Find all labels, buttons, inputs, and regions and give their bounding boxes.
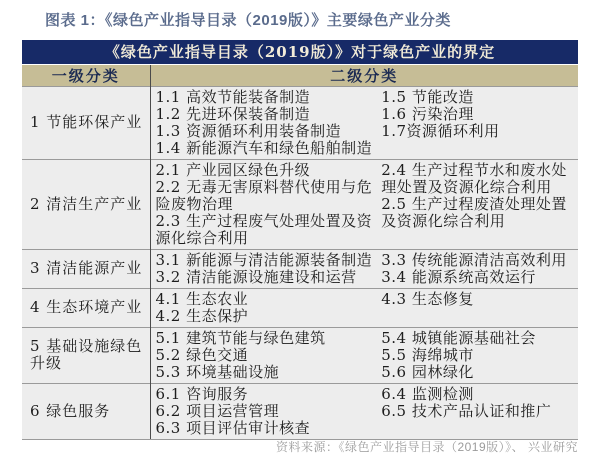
level2-subcolumns bbox=[151, 89, 579, 157]
level2-item: 6.5 技术产品认证和推广 bbox=[381, 401, 552, 420]
level1-category: 1 节能环保产业 bbox=[22, 86, 150, 159]
level2-subcolumn-left bbox=[151, 386, 380, 437]
level2-subcolumns bbox=[151, 252, 579, 286]
level1-category: 6 绿色服务 bbox=[22, 383, 150, 439]
table-row bbox=[22, 249, 578, 288]
level2-item: 5.3 环境基础设施 bbox=[155, 362, 280, 381]
level2-items-cell bbox=[150, 86, 578, 159]
level2-subcolumn-right bbox=[379, 386, 578, 437]
level1-category: 5 基础设施绿色升级 bbox=[22, 327, 150, 383]
figure-title: 图表 1：《绿色产业指导目录（2019版）》主要绿色产业分类 bbox=[45, 12, 451, 29]
level2-item: 3.3 传统能源清洁高效利用 bbox=[381, 250, 567, 269]
level2-item: 6.1 咨询服务 bbox=[155, 384, 249, 403]
level2-subcolumns bbox=[151, 330, 579, 381]
level2-items-cell bbox=[150, 288, 578, 327]
level2-subcolumn-left bbox=[151, 89, 380, 157]
level2-item: 2.4 生产过程节水和废水处理处置及资源化综合利用 bbox=[381, 160, 567, 196]
level2-subcolumn-left bbox=[151, 291, 380, 325]
level2-item: 1.5 节能改造 bbox=[381, 87, 474, 106]
level1-category: 3 清洁能源产业 bbox=[22, 249, 150, 288]
level2-item: 5.4 城镇能源基础社会 bbox=[381, 328, 536, 347]
table-row bbox=[22, 159, 578, 249]
level2-item: 1.2 先进环保装备制造 bbox=[155, 104, 311, 123]
level2-item: 2.1 产业园区绿色升级 bbox=[155, 160, 311, 179]
level2-item: 5.2 绿色交通 bbox=[155, 345, 249, 364]
level2-subcolumns bbox=[151, 386, 579, 437]
level2-item: 6.3 项目评估审计核查 bbox=[155, 418, 311, 437]
level2-item: 5.5 海绵城市 bbox=[381, 345, 474, 364]
level2-item: 1.3 资源循环利用装备制造 bbox=[155, 121, 342, 140]
level2-item: 5.1 建筑节能与绿色建筑 bbox=[155, 328, 326, 347]
table-title: 《绿色产业指导目录（2019版）》对于绿色产业的界定 bbox=[22, 40, 578, 64]
level2-item: 1.7资源循环利用 bbox=[381, 121, 500, 140]
level2-subcolumn-right bbox=[379, 162, 578, 247]
table-body bbox=[22, 86, 578, 439]
level2-items-cell bbox=[150, 249, 578, 288]
level2-subcolumns bbox=[151, 162, 579, 247]
level2-item: 3.2 清洁能源设施建设和运营 bbox=[155, 267, 357, 286]
level2-item: 1.6 污染治理 bbox=[381, 104, 474, 123]
level2-item: 3.4 能源系统高效运行 bbox=[381, 267, 536, 286]
level2-item: 2.3 生产过程废气处理处置及资源化综合利用 bbox=[155, 211, 373, 247]
level2-subcolumn-left bbox=[151, 162, 380, 247]
level2-subcolumn-right bbox=[379, 89, 578, 157]
level2-item: 6.2 项目运营管理 bbox=[155, 401, 280, 420]
level2-item: 5.6 园林绿化 bbox=[381, 362, 474, 381]
level2-items-cell bbox=[150, 383, 578, 439]
level2-item: 6.4 监测检测 bbox=[381, 384, 474, 403]
level2-item: 2.5 生产过程废渣处理处置及资源化综合利用 bbox=[381, 194, 567, 230]
level2-item: 1.4 新能源汽车和绿色船舶制造 bbox=[155, 138, 373, 157]
source-note: 资料来源：《绿色产业指导目录（2019版）》、 兴业研究 bbox=[275, 440, 578, 454]
table-row bbox=[22, 327, 578, 383]
level2-item: 4.3 生态修复 bbox=[381, 289, 474, 308]
level2-item: 2.2 无毒无害原料替代使用与危险废物治理 bbox=[155, 177, 373, 213]
level2-item: 1.1 高效节能装备制造 bbox=[155, 87, 311, 106]
table-row bbox=[22, 288, 578, 327]
table-row bbox=[22, 86, 578, 159]
column-header-level1: 一级分类 bbox=[22, 64, 150, 86]
level2-subcolumn-right bbox=[379, 291, 578, 325]
level2-subcolumn-left bbox=[151, 330, 380, 381]
level1-category: 2 清洁生产产业 bbox=[22, 159, 150, 249]
level2-item: 4.1 生态农业 bbox=[155, 289, 249, 308]
level2-subcolumn-right bbox=[379, 252, 578, 286]
level2-subcolumn-left bbox=[151, 252, 380, 286]
level1-category: 4 生态环境产业 bbox=[22, 288, 150, 327]
green-industry-table bbox=[22, 40, 578, 440]
level2-item: 4.2 生态保护 bbox=[155, 306, 249, 325]
level2-items-cell bbox=[150, 159, 578, 249]
level2-items-cell bbox=[150, 327, 578, 383]
level2-subcolumn-right bbox=[379, 330, 578, 381]
level2-subcolumns bbox=[151, 291, 579, 325]
column-header-level2: 二级分类 bbox=[150, 64, 578, 86]
table-row bbox=[22, 383, 578, 439]
level2-item: 3.1 新能源与清洁能源装备制造 bbox=[155, 250, 373, 269]
